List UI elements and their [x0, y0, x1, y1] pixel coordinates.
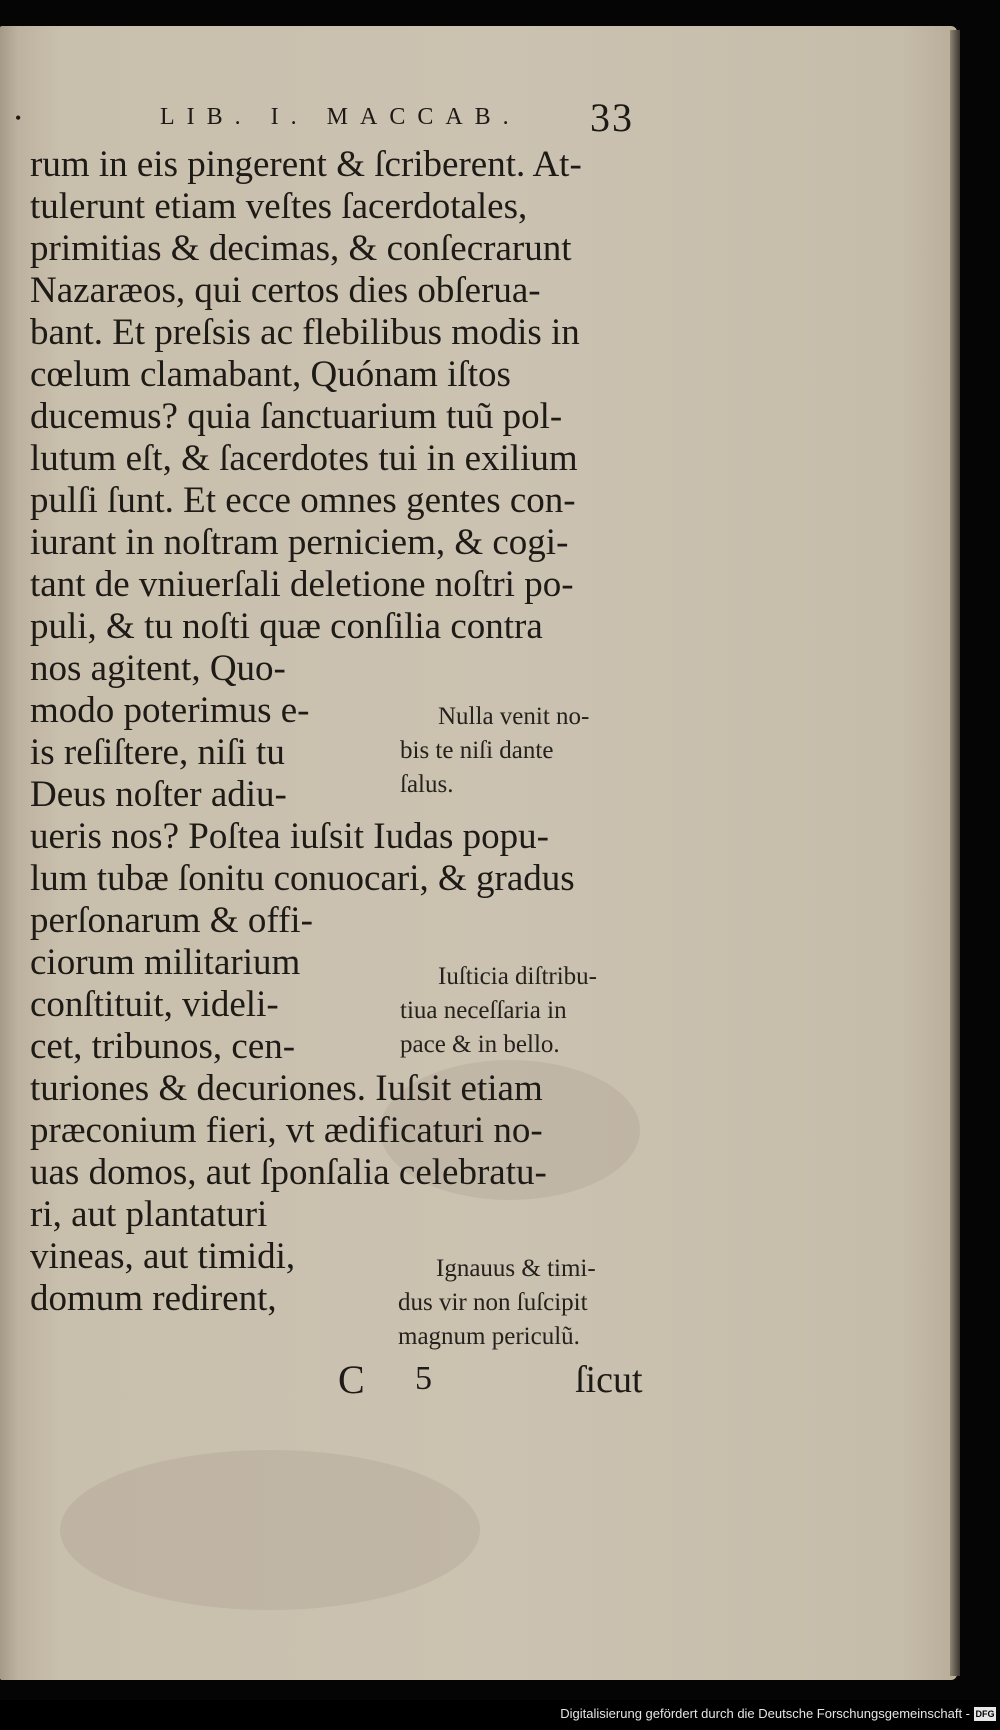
marginal-note [398, 1252, 596, 1354]
text-line: tulerunt etiam veſtes ſacerdotales, [30, 186, 528, 227]
running-title: LIB. I. MACCAB. [160, 104, 521, 130]
text-line: tant de vniuerſali deletione noſtri po- [30, 564, 574, 605]
text-line: is reſiſtere, niſi tu [30, 732, 285, 773]
text-line: Deus noſter adiu- [30, 774, 287, 815]
text-line: cet, tribunos, cen- [30, 1026, 296, 1067]
running-header [15, 95, 670, 140]
note-line: ſalus. [400, 771, 454, 798]
note-line: magnum periculũ. [398, 1323, 580, 1350]
page-footer [0, 1356, 1000, 1406]
text-line: cœlum clamabant, Quónam iſtos [30, 354, 511, 395]
page-number: 33 [590, 95, 634, 140]
dfg-logo: DFG [975, 1709, 995, 1719]
text-line: turiones & decuriones. Iuſsit etiam [30, 1068, 543, 1109]
text-line: ri, aut plantaturi [30, 1194, 268, 1235]
text-line: ciorum militarium [30, 942, 301, 983]
note-line: dus vir non ſuſcipit [398, 1289, 588, 1316]
text-line: lum tubæ ſonitu conuocari, & gradus [30, 858, 575, 899]
note-line: Iuſticia diſtribu- [438, 963, 597, 990]
text-line: lutum eſt, & ſacerdotes tui in exilium [30, 438, 578, 479]
paper-stain [60, 1450, 480, 1610]
text-line: rum in eis pingerent & ſcriberent. At- [30, 144, 582, 185]
text-line: pulſi ſunt. Et ecce omnes gentes con- [30, 480, 576, 521]
marginal-note [400, 960, 597, 1062]
note-line: tiua neceſſaria in [400, 997, 567, 1024]
funding-credit: Digitalisierung gefördert durch die Deutsche Forschungsgemeinschaft - [560, 1706, 970, 1721]
text-line: præconium fieri, vt ædificaturi no- [30, 1110, 543, 1151]
text-line: puli, & tu noſti quæ conſilia contra [30, 606, 543, 647]
note-line: Ignauus & timi- [436, 1255, 596, 1282]
text-line: iurant in noſtram perniciem, & cogi- [30, 522, 569, 563]
catchword: ſicut [575, 1359, 643, 1401]
text-line: conſtituit, videli- [30, 984, 279, 1025]
text-line: domum redirent, [30, 1278, 277, 1319]
text-line: nos agitent, Quo- [30, 648, 286, 689]
text-line: Nazaræos, qui certos dies obſerua- [30, 270, 541, 311]
signature-number: 5 [415, 1360, 432, 1397]
text-line: uas domos, aut ſponſalia celebratu- [30, 1152, 547, 1193]
text-line: perſonarum & offi- [30, 900, 313, 941]
margin-mark: • [15, 108, 22, 128]
text-line: vineas, aut timidi, [30, 1236, 296, 1277]
note-line: bis te niſi dante [400, 737, 554, 764]
marginal-note [400, 700, 590, 802]
text-line: bant. Et preſsis ac flebilibus modis in [30, 312, 580, 353]
page-edge [950, 30, 960, 1676]
note-line: pace & in bello. [400, 1031, 560, 1058]
text-line: modo poterimus e- [30, 690, 310, 731]
note-line: Nulla venit no- [438, 703, 590, 730]
text-line: primitias & decimas, & conſecrarunt [30, 228, 572, 269]
signature-mark: C [338, 1357, 365, 1402]
text-line: ducemus? quia ſanctuarium tuũ pol- [30, 396, 563, 437]
text-line: ueris nos? Poſtea iuſsit Iudas popu- [30, 816, 549, 857]
